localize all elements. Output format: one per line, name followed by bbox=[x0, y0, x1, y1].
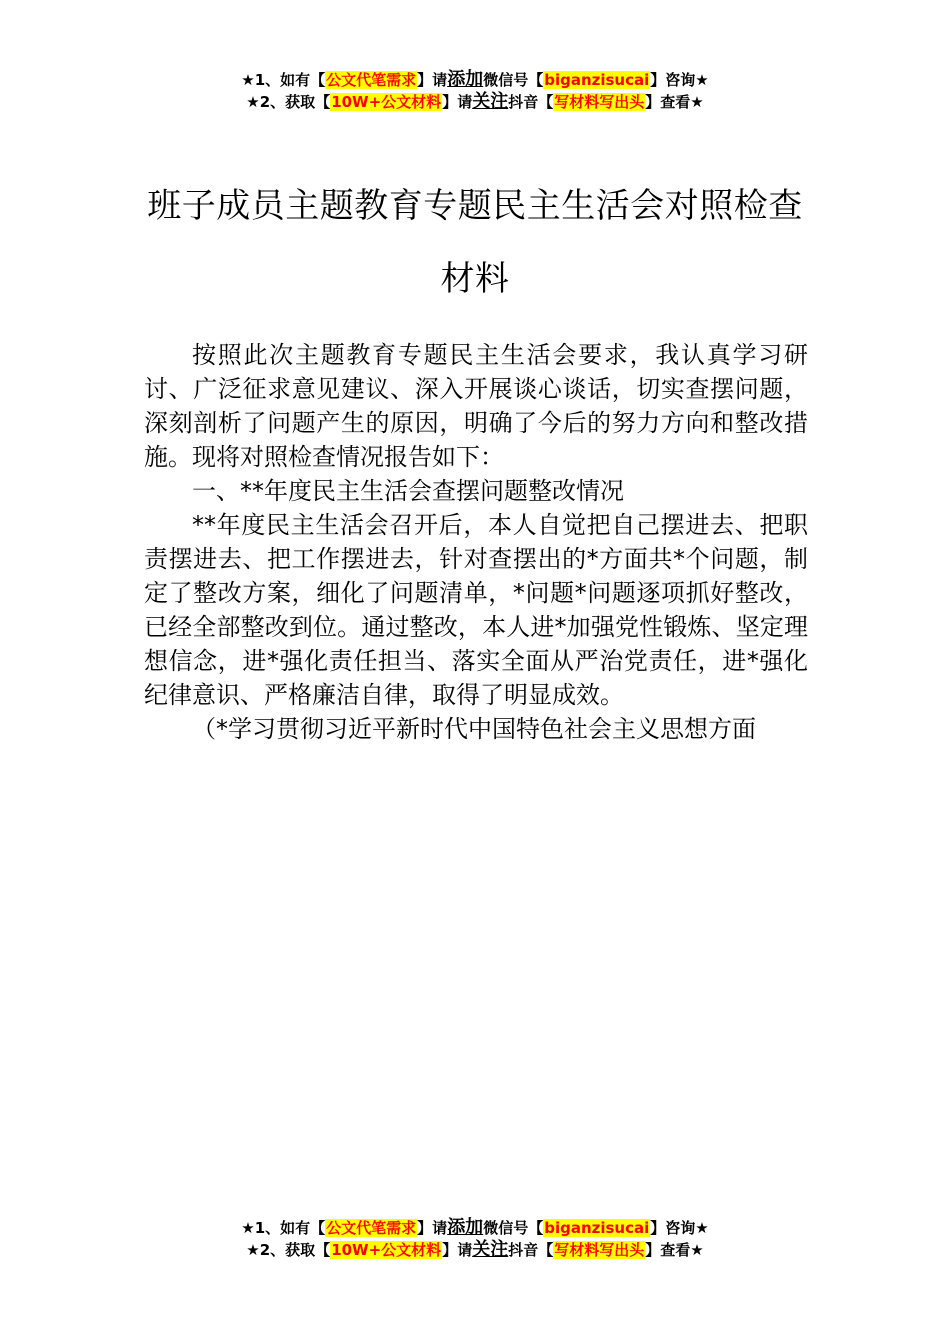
emphasis-text: 关注 bbox=[472, 1239, 509, 1260]
banner-text: 】查看★ bbox=[645, 93, 704, 111]
banner-text: 】咨询★ bbox=[650, 1219, 709, 1237]
banner-text: 】请 bbox=[442, 93, 473, 111]
banner-text: ★1、如有【 bbox=[241, 1219, 326, 1237]
banner-line-1 bbox=[0, 1217, 950, 1239]
banner-text: 】请 bbox=[417, 1219, 448, 1237]
header-banner bbox=[0, 69, 950, 113]
emphasis-text: 添加 bbox=[447, 1217, 484, 1238]
banner-text: 抖音【 bbox=[508, 1241, 554, 1259]
subsection-heading: （*学习贯彻习近平新时代中国特色社会主义思想方面 bbox=[192, 715, 756, 743]
banner-text: 微信号【 bbox=[483, 1219, 544, 1237]
banner-line-2 bbox=[0, 1239, 950, 1261]
highlight-text: 公文代笔需求 bbox=[326, 1219, 417, 1237]
banner-text: 微信号【 bbox=[483, 71, 544, 89]
banner-text: ★2、获取【 bbox=[246, 93, 331, 111]
banner-text: ★2、获取【 bbox=[246, 1241, 331, 1259]
banner-text: 抖音【 bbox=[508, 93, 554, 111]
douyin-account: 写材料写出头 bbox=[554, 1241, 645, 1259]
emphasis-text: 添加 bbox=[447, 69, 484, 90]
document-title: 班子成员主题教育专题民主生活会对照检查材料 bbox=[147, 186, 803, 299]
highlight-text: 10W+公文材料 bbox=[331, 93, 442, 111]
wechat-id: biganzisucai bbox=[544, 71, 650, 89]
banner-text: 】咨询★ bbox=[650, 71, 709, 89]
highlight-text: 公文代笔需求 bbox=[326, 71, 417, 89]
banner-line-2 bbox=[0, 91, 950, 113]
wechat-id: biganzisucai bbox=[544, 1219, 650, 1237]
section-heading: 一、**年度民主生活会查摆问题整改情况 bbox=[192, 477, 624, 505]
emphasis-text: 关注 bbox=[472, 91, 509, 112]
douyin-account: 写材料写出头 bbox=[554, 93, 645, 111]
paragraph-intro: 按照此次主题教育专题民主生活会要求，我认真学习研讨、广泛征求意见建议、深入开展谈心谈话，切实查摆问题，深刻剖析了问题产生的原因，明确了今后的努力方向和整改措施。现将对照检查情况报告如下： bbox=[144, 341, 808, 471]
banner-line-1 bbox=[0, 69, 950, 91]
footer-banner bbox=[0, 1217, 950, 1261]
banner-text: 】查看★ bbox=[645, 1241, 704, 1259]
paragraph-rectification: **年度民主生活会召开后，本人自觉把自己摆进去、把职责摆进去、把工作摆进去，针对查摆出的*方面共*个问题，制定了整改方案，细化了问题清单，*问题*问题逐项抓好整改，已经全部整改到位。通过整改，本人进*加强党性锻炼、坚定理想信念，进*强化责任担当、落实全面从严治党责任，进*强化纪律意识、严格廉洁自律，取得了明显成效。 bbox=[144, 511, 808, 709]
banner-text: ★1、如有【 bbox=[241, 71, 326, 89]
banner-text: 】请 bbox=[417, 71, 448, 89]
document-body bbox=[144, 338, 808, 746]
highlight-text: 10W+公文材料 bbox=[331, 1241, 442, 1259]
banner-text: 】请 bbox=[442, 1241, 473, 1259]
